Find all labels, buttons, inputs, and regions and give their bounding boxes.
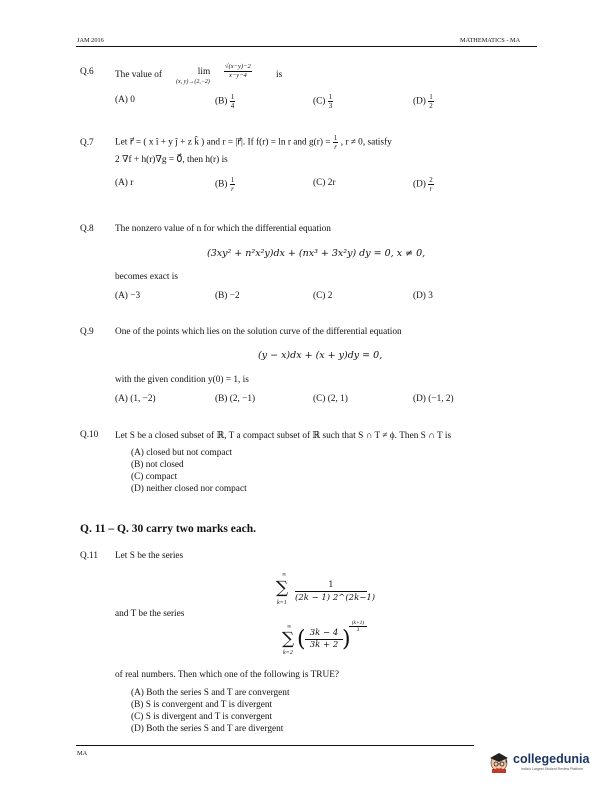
q7-line1 [115,134,392,151]
q6-option-a: (A) 0 [115,95,135,105]
q9-number: Q.9 [80,327,94,337]
q7-line1-frac-num: 1 [333,134,338,142]
q7-option-a: (A) r [115,178,134,188]
q7-option-d-label: (D) [413,179,426,190]
q6-option-c [313,93,333,110]
q7-option-c: (C) 2r [313,178,336,188]
header-right: MATHEMATICS - MA [460,37,521,44]
q10-option-b: (B) not closed [131,460,184,470]
q11-sum1-bottom: k=1 [277,600,287,606]
q10-option-d: (D) neither closed nor compact [131,484,247,494]
q11-sum2-inner-den: 3k + 2 [309,640,339,650]
q6-option-b-label: (B) [215,96,228,107]
collegedunia-logo-icon [487,750,511,774]
q11-text3: of real numbers. Then which one of the following is TRUE? [115,670,340,680]
q10-option-c: (C) compact [131,472,178,482]
q6-lim [192,67,216,77]
q9-option-d: (D) (−1, 2) [413,394,454,404]
q7-option-b-num: 1 [230,176,235,184]
q8-option-c: (C) 2 [313,291,333,301]
q6-option-c-label: (C) [313,96,326,107]
q11-sum1-fraction [295,580,376,604]
q8-option-d: (D) 3 [413,291,433,301]
header-left: JAM 2016 [77,37,104,44]
q7-option-d [413,176,434,193]
q8-option-b: (B) −2 [215,291,240,301]
q10-option-a: (A) closed but not compact [131,448,233,458]
q11-sum2-top: ∞ [287,624,292,630]
q11-number: Q.11 [80,551,98,561]
q6-option-d-label: (D) [413,96,426,107]
q7-option-d-num: 2 [429,176,433,184]
q11-sum2-sigma: ∑ [282,629,295,649]
q11-option-b: (B) S is convergent and T is divergent [131,700,273,710]
q11-sum1-num: 1 [295,580,367,592]
q11-sum2-exp-den: 3 [356,627,360,633]
q11-option-d: (D) Both the series S and T are divergent [131,724,284,734]
q8-text: The nonzero value of n for which the differential equation [115,224,331,234]
q6-lim-word: lim [197,67,211,77]
q7-option-d-den: r [429,185,433,193]
q7-line1-main: Let r⃗ = ( x î + y ĵ + z k̂ ) and r = |r⃗|. If f(r) = ln r and g(r) = [115,137,331,148]
q8-option-a: (A) −3 [115,291,141,301]
q6-option-b-den: 4 [230,102,235,110]
q10-text: Let S be a closed subset of ℝ, T a compact subset of ℝ such that S ∩ T ≠ ϕ. Then S ∩ T is [115,431,452,441]
q6-option-d-den: 2 [429,102,433,110]
q8-after: becomes exact is [115,272,178,282]
q11-text1: Let S be the series [115,551,184,561]
q11-sum1-den: (2k − 1) 2^(2k−1) [295,593,376,603]
q7-line2: 2 ∇f + h(r)∇g = 0⃗, then h(r) is [115,155,228,165]
q7-line1-frac-den: r [334,143,337,151]
q11-sum1-sigma: ∑ [276,578,289,598]
q6-prefix: The value of [115,70,162,80]
q6-option-d [413,93,434,110]
q11-option-c: (C) S is divergent and T is convergent [131,712,273,722]
q11-sum2-exp-num: (k+1) [349,620,367,627]
header-rule [76,46,537,47]
q6-frac-num: √(x−y)−2 [225,63,251,70]
q7-number: Q.7 [80,138,94,148]
q11-text2: and T be the series [115,609,185,619]
collegedunia-tagline: India's Largest Student Review Platform [521,767,584,771]
q11-sum2-inner [305,628,343,651]
q9-equation: (y − x)dx + (x + y)dy = 0, [258,350,383,361]
q6-number: Q.6 [80,67,94,77]
q9-option-a: (A) (1, −2) [115,394,156,404]
q6-option-b [215,93,235,110]
q11-sum2-lparen: ( [297,627,306,652]
q11-sum2-exponent [349,620,367,633]
q9-after: with the given condition y(0) = 1, is [115,375,249,385]
q6-option-c-den: 3 [328,102,333,110]
q11-sum1-top: ∞ [282,572,287,578]
q7-line1-end: , r ≠ 0, satisfy [340,137,392,148]
q7-option-b-label: (B) [215,179,228,190]
q7-option-b-den: r [231,185,234,193]
q6-option-c-num: 1 [328,93,333,101]
q8-equation: (3xy² + n²x²y)dx + (nx³ + 3x²y) dy = 0, x ≠ 0, [207,248,426,259]
q7-option-b [215,176,235,193]
q9-option-b: (B) (2, −1) [215,394,256,404]
q6-suffix: is [276,70,283,80]
q10-number: Q.10 [80,430,99,440]
footer-rule [76,745,474,746]
q6-option-d-num: 1 [429,93,433,101]
q8-number: Q.8 [80,224,94,234]
q11-sum2-rparen: ) [342,627,351,652]
q9-option-c: (C) (2, 1) [313,394,348,404]
q6-lim-sub: (x, y)→(2,−2) [176,79,210,85]
collegedunia-logo-text: collegedunia [513,752,590,766]
q11-sum2-inner-num: 3k − 4 [305,628,343,640]
q11-option-a: (A) Both the series S and T are convergent [131,688,290,698]
q6-frac-den: x−y−4 [228,72,247,79]
q6-option-b-num: 1 [230,93,235,101]
q6-fraction [224,63,252,80]
section-title: Q. 11 – Q. 30 carry two marks each. [80,523,256,535]
q11-sum2-bottom: k=2 [283,650,293,656]
q9-text: One of the points which lies on the solution curve of the differential equation [115,327,402,337]
footer-left: MA [77,750,88,757]
